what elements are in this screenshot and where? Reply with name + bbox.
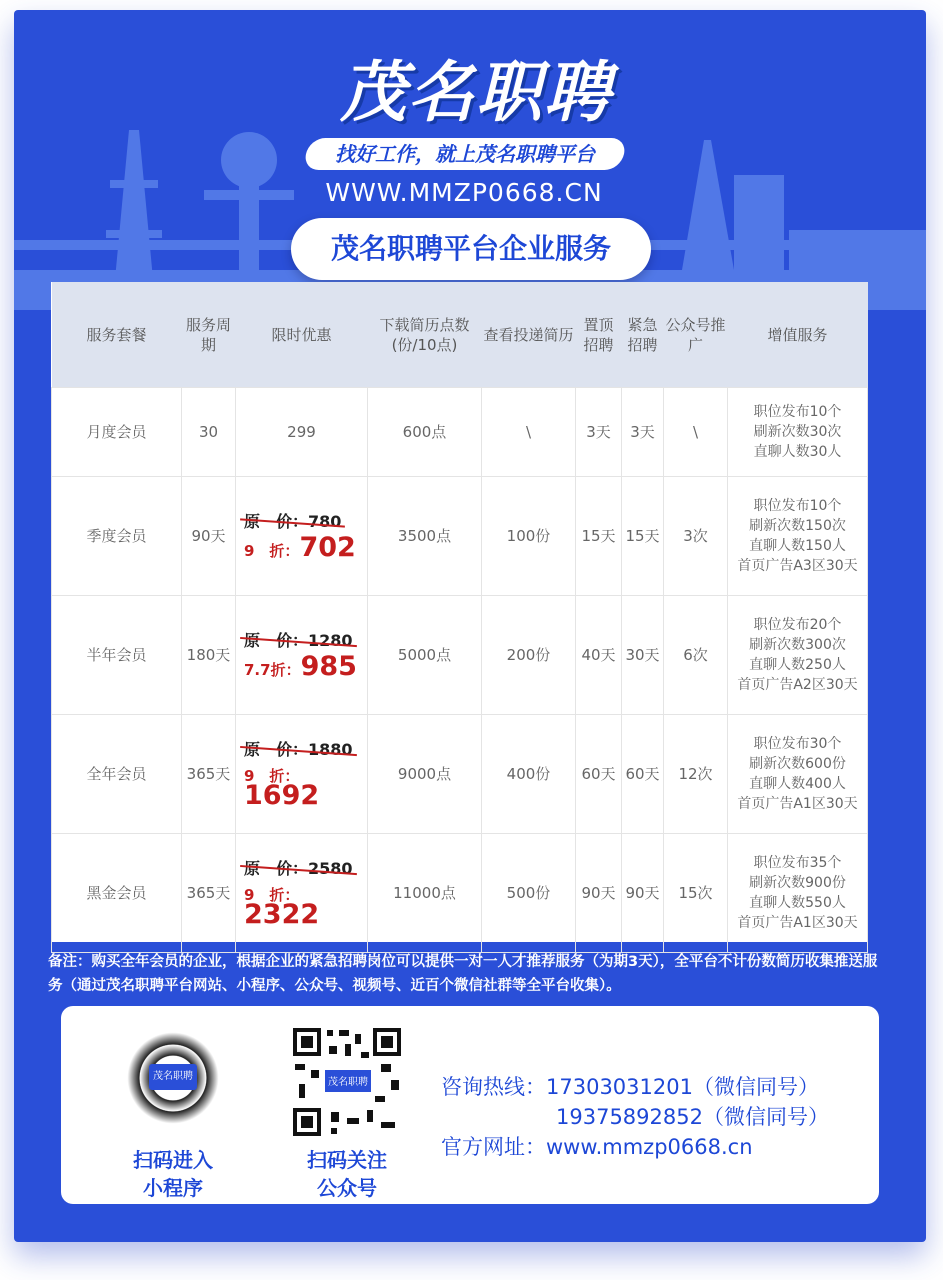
cell-view: 100份 xyxy=(482,477,576,596)
cell-name: 全年会员 xyxy=(52,715,182,834)
cell-points: 11000点 xyxy=(368,834,482,953)
cell-points: 600点 xyxy=(368,388,482,477)
cell-price xyxy=(236,477,368,596)
table-row xyxy=(52,477,868,596)
cell-view: 500份 xyxy=(482,834,576,953)
cell-urgent: 3天 xyxy=(622,388,664,477)
header-urgent: 紧急招聘 xyxy=(622,282,664,388)
original-price: 原 价：1880 xyxy=(244,739,353,759)
header-services: 增值服务 xyxy=(728,282,868,388)
table-row xyxy=(52,596,868,715)
original-price: 原 价：780 xyxy=(244,511,342,531)
cell-services: 职位发布35个 刷新次数900份 直聊人数550人 首页广告A1区30天 xyxy=(728,834,868,953)
cell-price xyxy=(236,834,368,953)
discount-price: 9 折：1692 xyxy=(244,766,320,811)
header-package: 服务套餐 xyxy=(52,282,182,388)
cell-top: 60天 xyxy=(576,715,622,834)
cell-view: 200份 xyxy=(482,596,576,715)
cell-name: 月度会员 xyxy=(52,388,182,477)
cell-services: 职位发布10个 刷新次数30次 直聊人数30人 xyxy=(728,388,868,477)
website-link[interactable]: www.mmzp0668.cn xyxy=(546,1135,753,1159)
official-account-qr-code[interactable] xyxy=(291,1026,403,1138)
cell-top: 15天 xyxy=(576,477,622,596)
cell-period: 365天 xyxy=(182,834,236,953)
pricing-table xyxy=(51,282,867,942)
cell-services: 职位发布10个 刷新次数150次 直聊人数150人 首页广告A3区30天 xyxy=(728,477,868,596)
cell-top: 40天 xyxy=(576,596,622,715)
discount-price: 9 折：702 xyxy=(244,531,356,563)
cell-points: 3500点 xyxy=(368,477,482,596)
original-price: 原 价：1280 xyxy=(244,630,353,650)
cell-points: 9000点 xyxy=(368,715,482,834)
cell-period: 90天 xyxy=(182,477,236,596)
cell-urgent: 90天 xyxy=(622,834,664,953)
cell-price xyxy=(236,715,368,834)
cell-period: 30 xyxy=(182,388,236,477)
cell-period: 180天 xyxy=(182,596,236,715)
cell-wechat: 3次 xyxy=(664,477,728,596)
table-row xyxy=(52,834,868,953)
cell-urgent: 60天 xyxy=(622,715,664,834)
website-line: 官方网址：www.mmzp0668.cn xyxy=(441,1135,753,1159)
discount-price: 9 折：2322 xyxy=(244,885,320,930)
header-view: 查看投递简历 xyxy=(482,282,576,388)
cell-wechat: 6次 xyxy=(664,596,728,715)
brand-slogan: 找好工作，就上茂名职聘平台 xyxy=(303,138,628,170)
remark-note: 备注：购买全年会员的企业，根据企业的紧急招聘岗位可以提供一对一人才推荐服务（为期3天），全平台不计份数简历收集推送服务（通过茂名职聘平台网站、小程序、公众号、视频号、近百个微信社群等全平台收集）。 xyxy=(48,954,878,994)
cell-name: 黑金会员 xyxy=(52,834,182,953)
contact-panel xyxy=(61,1006,879,1204)
mini-program-label: 扫码进入 小程序 xyxy=(133,1148,213,1200)
cell-wechat: 12次 xyxy=(664,715,728,834)
header-wechat: 公众号推广 xyxy=(664,282,728,388)
table-row xyxy=(52,388,868,477)
table-header-row xyxy=(52,282,868,388)
cell-top: 90天 xyxy=(576,834,622,953)
cell-view: \ xyxy=(482,388,576,477)
mini-program-badge: 茂名职聘 xyxy=(149,1064,197,1090)
header-points: 下载简历点数(份/10点) xyxy=(368,282,482,388)
header-period: 服务周期 xyxy=(182,282,236,388)
hotline-line-2: 19375892852（微信同号） xyxy=(556,1105,829,1129)
cell-price: 299 xyxy=(236,388,368,477)
brand-url: WWW.MMZP0668.CN xyxy=(325,178,603,207)
cell-top: 3天 xyxy=(576,388,622,477)
mini-program-qr-code[interactable] xyxy=(121,1026,225,1130)
cell-points: 5000点 xyxy=(368,596,482,715)
cell-urgent: 30天 xyxy=(622,596,664,715)
cell-view: 400份 xyxy=(482,715,576,834)
discount-price: 7.7折：985 xyxy=(244,650,357,682)
cell-period: 365天 xyxy=(182,715,236,834)
cell-name: 季度会员 xyxy=(52,477,182,596)
cell-wechat: 15次 xyxy=(664,834,728,953)
header-top: 置顶招聘 xyxy=(576,282,622,388)
cell-price xyxy=(236,596,368,715)
official-account-label: 扫码关注 公众号 xyxy=(307,1148,387,1200)
cell-urgent: 15天 xyxy=(622,477,664,596)
hotline-line-1: 咨询热线：17303031201（微信同号） xyxy=(441,1075,819,1099)
cell-name: 半年会员 xyxy=(52,596,182,715)
cell-services: 职位发布30个 刷新次数600份 直聊人数400人 首页广告A1区30天 xyxy=(728,715,868,834)
page-title: 茂名职聘平台企业服务 xyxy=(291,218,651,280)
svg-text:茂名职聘: 茂名职聘 xyxy=(328,1077,368,1088)
original-price: 原 价：2580 xyxy=(244,858,353,878)
cell-services: 职位发布20个 刷新次数300次 直聊人数250人 首页广告A2区30天 xyxy=(728,596,868,715)
header-price: 限时优惠 xyxy=(236,282,368,388)
table-row xyxy=(52,715,868,834)
brand-logo: 茂名职聘 xyxy=(340,54,612,131)
cell-wechat: \ xyxy=(664,388,728,477)
contact-info xyxy=(441,1072,829,1162)
